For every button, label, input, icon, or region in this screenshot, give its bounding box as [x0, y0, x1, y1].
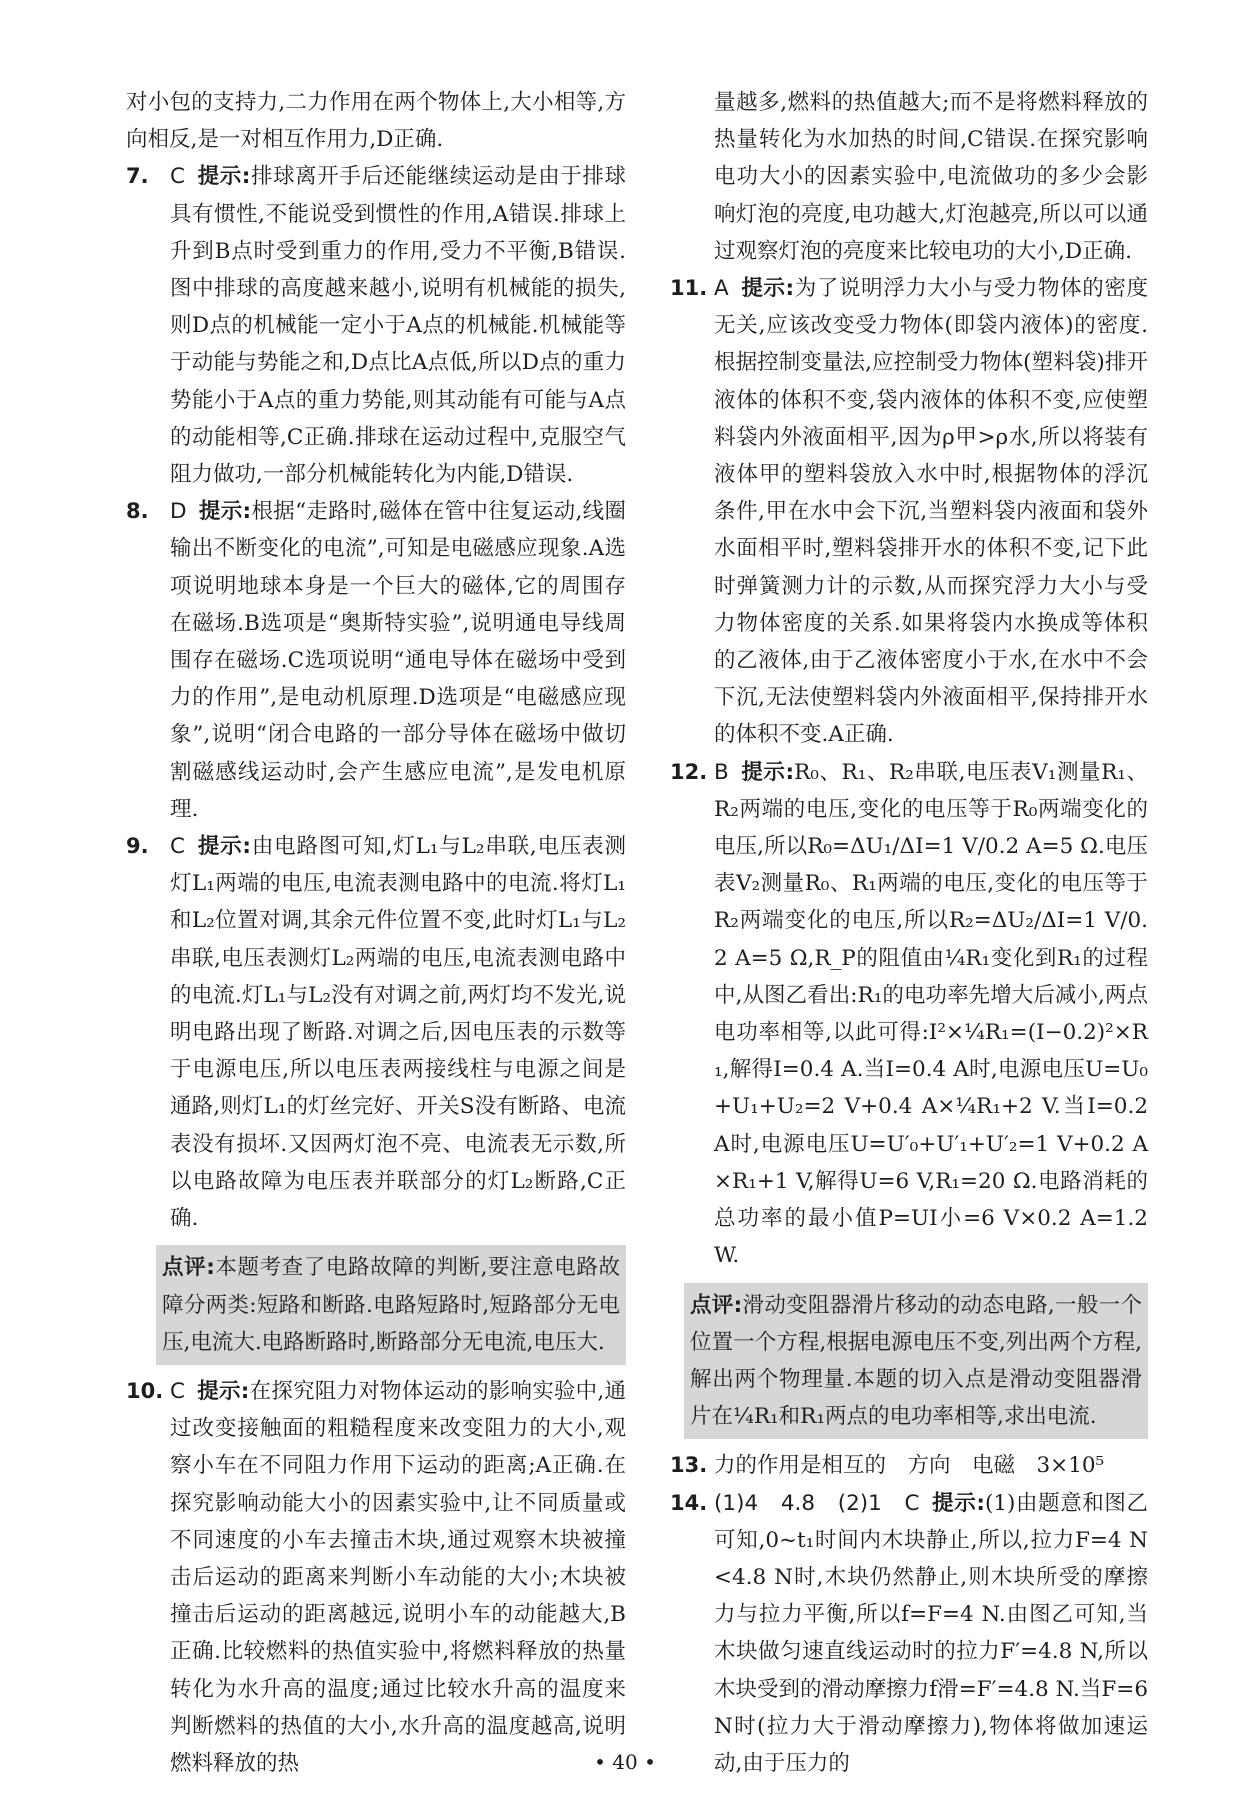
- question-10: [126, 1373, 626, 1782]
- answer: A: [714, 276, 729, 302]
- answer-text: 力的作用是相互的 方向 电磁 3×10⁵: [714, 1453, 1105, 1479]
- hint-label: 提示:: [740, 276, 795, 302]
- hint-text: R₀、R₁、R₂串联,电压表V₁测量R₁、R₂两端的电压,变化的电压等于R₀两端变化的电压,所以R₀=ΔU₁/ΔI=1 V/0.2 A=5 Ω.电压表V₂测量R₀、R₁两端的电压,变化的电压等于R₂两端变化的电压,所以R₂=ΔU₂/ΔI=1 V/0.2 A=5 Ω,R_P的阻值由¼R₁变化到R₁的过程中,从图乙看出:R₁的电功率先增大后减小,两点电功率相等,以此可得:I²×¼R₁=(I−0.2)²×R₁,解得I=0.4 A.当I=0.4 A时,电源电压U=U₀+U₁+U₂=2 V+0.4 A×¼R₁+2 V.当I=0.2 A时,电源电压U=U′₀+U′₁+U′₂=1 V+0.2 A×R₁+1 V,解得U=6 V,R₁=20 Ω.电路消耗的总功率的最小值P=UI小=6 V×0.2 A=1.2 W.: [714, 759, 1148, 1269]
- intro-paragraph: [126, 84, 626, 158]
- answer: (1)4 4.8 (2)1 C: [714, 1490, 920, 1516]
- hint-text: 在探究阻力对物体运动的影响实验中,通过改变接触面的粗糙程度来改变阻力的大小,观察小车在不同阻力作用下运动的距离;A正确.在探究影响动能大小的因素实验中,让不同质量或不同速度的小车去撞击木块,通过观察木块被撞击后运动的距离来判断小车动能的大小;木块被撞击后运动的距离越远,说明小车的动能越大,B正确.比较燃料的热值实验中,将燃料释放的热量转化为水升高的温度;通过比较水升高的温度来判断燃料的热值的大小,水升高的温度越高,说明燃料释放的热: [170, 1378, 626, 1776]
- question-13: [670, 1447, 1148, 1484]
- question-number: 7.: [126, 164, 149, 189]
- page-number: • 40 •: [594, 1750, 656, 1774]
- hint-label: 提示:: [197, 834, 252, 860]
- question-7: [126, 158, 626, 493]
- hint-label: 提示:: [198, 499, 252, 525]
- question-10-continued: [670, 84, 1148, 270]
- question-8: [126, 493, 626, 828]
- comment-box-9: [156, 1245, 626, 1365]
- comment-box-12: [684, 1283, 1148, 1440]
- answer: C: [170, 164, 186, 190]
- hint-label: 提示:: [740, 759, 795, 785]
- hint-text: 由电路图可知,灯L₁与L₂串联,电压表测灯L₁两端的电压,电流表测电路中的电流.将灯L₁和L₂位置对调,其余元件位置不变,此时灯L₁与L₂串联,电压表测灯L₂两端的电压,电流表测电路中的电流.灯L₁与L₂没有对调之前,两灯均不发光,说明电路出现了断路.对调之后,因电压表的示数等于电源电压,所以电压表两接线柱与电源之间是通路,则灯L₁的灯丝完好、开关S没有断路、电流表没有损坏.又因两灯泡不亮、电流表无示数,所以电路故障为电压表并联部分的灯L₂断路,C正确.: [170, 834, 626, 1232]
- hint-label: 提示:: [197, 1378, 250, 1404]
- question-number: 12.: [670, 759, 708, 784]
- answer: B: [714, 759, 729, 785]
- hint-text-continued: 量越多,燃料的热值越大;而不是将燃料释放的热量转化为水加热的时间,C错误.在探究影响电功大小的因素实验中,电流做功的多少会影响灯泡的亮度,电功越大,灯泡越亮,所以可以通过观察灯泡的亮度来比较电功的大小,D正确.: [714, 90, 1148, 264]
- comment-text: 滑动变阻器滑片移动的动态电路,一般一个位置一个方程,根据电源电压不变,列出两个方程,解出两个物理量.本题的切入点是滑动变阻器滑片在¼R₁和R₁两点的电功率相等,求出电流.: [690, 1292, 1142, 1430]
- comment-label: 点评:: [690, 1292, 743, 1318]
- answer: D: [170, 499, 187, 525]
- question-number: 9.: [126, 834, 149, 859]
- question-14: [670, 1485, 1148, 1783]
- question-number: 10.: [126, 1378, 164, 1403]
- intro-text: 对小包的支持力,二力作用在两个物体上,大小相等,方向相反,是一对相互作用力,D正确.: [126, 90, 626, 153]
- left-column: [126, 84, 626, 1782]
- question-number: 13.: [670, 1453, 708, 1478]
- answer: C: [170, 834, 186, 860]
- question-12: [670, 754, 1148, 1275]
- question-9: [126, 828, 626, 1237]
- hint-text: 为了说明浮力大小与受力物体的密度无关,应该改变受力物体(即袋内液体)的密度.根据控制变量法,应控制受力物体(塑料袋)排开液体的体积不变,袋内液体的体积不变,应使塑料袋内外液面相平,因为ρ甲>ρ水,所以将装有液体甲的塑料袋放入水中时,根据物体的浮沉条件,甲在水中会下沉,当塑料袋内液面和袋外水面相平时,塑料袋排开水的体积不变,记下此时弹簧测力计的示数,从而探究浮力大小与受力物体密度的关系.如果将袋内水换成等体积的乙液体,由于乙液体密度小于水,在水中不会下沉,无法使塑料袋内外液面相平,保持排开水的体积不变.A正确.: [714, 276, 1148, 748]
- question-number: 14.: [670, 1490, 708, 1515]
- hint-text: (1)由题意和图乙可知,0~t₁时间内木块静止,所以,拉力F=4 N<4.8 N时,木块仍然静止,则木块所受的摩擦力与拉力平衡,所以f=F=4 N.由图乙可知,当木块做匀速直线运动时的拉力F′=4.8 N,所以木块受到的滑动摩擦力f滑=F′=4.8 N.当F=6 N时(拉力大于滑动摩擦力),物体将做加速运动,由于压力的: [714, 1490, 1148, 1776]
- question-11: [670, 270, 1148, 754]
- comment-text: 本题考查了电路故障的判断,要注意电路故障分两类:短路和断路.电路短路时,短路部分无电压,电流大.电路断路时,断路部分无电流,电压大.: [162, 1255, 620, 1355]
- hint-label: 提示:: [197, 164, 251, 190]
- comment-label: 点评:: [162, 1255, 215, 1281]
- question-number: 8.: [126, 499, 149, 524]
- hint-label: 提示:: [931, 1490, 985, 1516]
- hint-text: 根据“走路时,磁体在管中往复运动,线圈输出不断变化的电流”,可知是电磁感应现象.A选项说明地球本身是一个巨大的磁体,它的周围存在磁场.B选项是“奥斯特实验”,说明通电导线周围存在磁场.C选项说明“通电导体在磁场中受到力的作用”,是电动机原理.D选项是“电磁感应现象”,说明“闭合电路的一部分导体在磁场中做切割磁感线运动时,会产生感应电流”,是发电机原理.: [170, 499, 626, 822]
- hint-text: 排球离开手后还能继续运动是由于排球具有惯性,不能说受到惯性的作用,A错误.排球上升到B点时受到重力的作用,受力不平衡,B错误.图中排球的高度越来越小,说明有机械能的损失,则D点的机械能一定小于A点的机械能.机械能等于动能与势能之和,D点比A点低,所以D点的重力势能小于A点的重力势能,则其动能有可能与A点的动能相等,C正确.排球在运动过程中,克服空气阻力做功,一部分机械能转化为内能,D错误.: [170, 164, 626, 488]
- answer: C: [170, 1378, 186, 1404]
- right-column: [670, 84, 1148, 1782]
- question-number: 11.: [670, 276, 708, 301]
